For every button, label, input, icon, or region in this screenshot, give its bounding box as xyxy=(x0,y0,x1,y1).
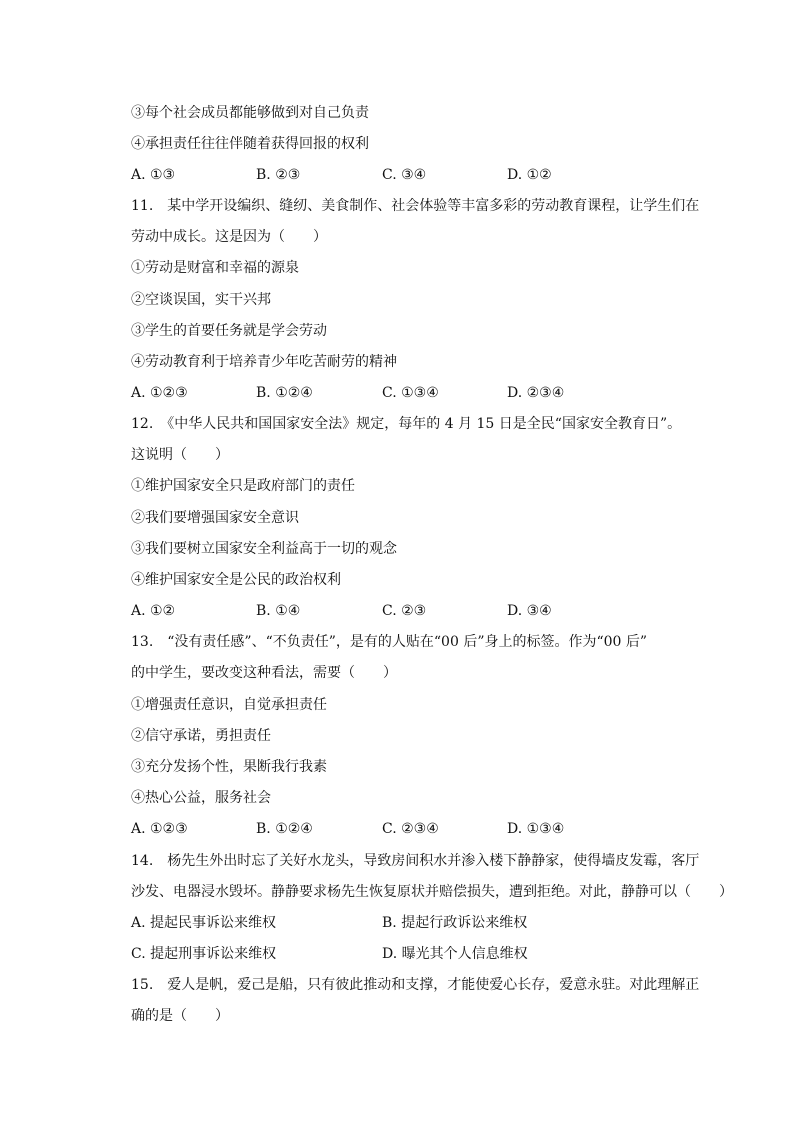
q11-item-1: ①劳动是财富和幸福的源泉 xyxy=(131,260,299,276)
q11-stem-line1: 11. 某中学开设编织、缝纫、美食制作、社会体验等丰富多彩的劳动教育课程，让学生们在 xyxy=(131,198,700,214)
q11-option-d: D. ②③④ xyxy=(507,385,565,401)
q12-option-c: C. ②③ xyxy=(382,603,427,619)
q14-option-d: D. 曝光其个人信息维权 xyxy=(382,946,528,962)
q12-option-b: B. ①④ xyxy=(256,603,301,619)
q13-item-2: ②信守承诺，勇担责任 xyxy=(131,728,271,744)
q11-option-b: B. ①②④ xyxy=(256,385,313,401)
q11-option-a: A. ①②③ xyxy=(131,385,188,401)
q14-option-a: A. 提起民事诉讼来维权 xyxy=(131,915,277,931)
q15-stem-line1: 15. 爱人是帆，爱己是船，只有彼此推动和支撑，才能使爱心长存，爱意永驻。对此理解正 xyxy=(131,977,700,993)
q10-option-d: D. ①② xyxy=(507,167,552,183)
q13-item-4: ④热心公益，服务社会 xyxy=(131,790,271,806)
q13-stem-line1: 13. “没有责任感”、“不负责任”，是有的人贴在“00 后”身上的标签。作为“00 后” xyxy=(131,634,648,650)
q15-stem-line2: 确的是（ ） xyxy=(131,1008,229,1024)
q13-item-3: ③充分发扬个性，果断我行我素 xyxy=(131,759,327,775)
q10-option-c: C. ③④ xyxy=(382,167,427,183)
q12-stem-line1: 12. 《中华人民共和国国家安全法》规定，每年的 4 月 15 日是全民“国家安全教育日”。 xyxy=(131,416,682,432)
q10-item-3: ③每个社会成员都能够做到对自己负责 xyxy=(131,105,369,121)
q11-stem-line2: 劳动中成长。这是因为（ ） xyxy=(131,229,327,245)
q11-item-3: ③学生的首要任务就是学会劳动 xyxy=(131,323,327,339)
q13-item-1: ①增强责任意识，自觉承担责任 xyxy=(131,697,327,713)
q12-option-a: A. ①② xyxy=(131,603,176,619)
q10-item-4: ④承担责任往往伴随着获得回报的权利 xyxy=(131,136,369,152)
q14-stem-line2: 沙发、电器浸水毁坏。静静要求杨先生恢复原状并赔偿损失，遭到拒绝。对此，静静可以（ ） xyxy=(131,884,733,900)
q12-stem-line2: 这说明（ ） xyxy=(131,447,229,463)
q13-option-c: C. ②③④ xyxy=(382,821,439,837)
q12-item-2: ②我们要增强国家安全意识 xyxy=(131,510,299,526)
q13-option-a: A. ①②③ xyxy=(131,821,188,837)
q12-item-3: ③我们要树立国家安全利益高于一切的观念 xyxy=(131,541,397,557)
q14-option-b: B. 提起行政诉讼来维权 xyxy=(382,915,528,931)
q13-stem-line2: 的中学生，要改变这种看法，需要（ ） xyxy=(131,665,397,681)
q14-option-c: C. 提起刑事诉讼来维权 xyxy=(131,946,277,962)
q13-option-d: D. ①③④ xyxy=(507,821,565,837)
q11-item-4: ④劳动教育利于培养青少年吃苦耐劳的精神 xyxy=(131,354,397,370)
q14-stem-line1: 14. 杨先生外出时忘了关好水龙头，导致房间积水并渗入楼下静静家，使得墙皮发霉，客厅 xyxy=(131,853,700,869)
q12-option-d: D. ③④ xyxy=(507,603,552,619)
q11-item-2: ②空谈误国，实干兴邦 xyxy=(131,292,271,308)
q10-option-b: B. ②③ xyxy=(256,167,301,183)
q12-item-4: ④维护国家安全是公民的政治权利 xyxy=(131,572,341,588)
q13-option-b: B. ①②④ xyxy=(256,821,313,837)
q11-option-c: C. ①③④ xyxy=(382,385,439,401)
q12-item-1: ①维护国家安全只是政府部门的责任 xyxy=(131,478,355,494)
q10-option-a: A. ①③ xyxy=(131,167,176,183)
